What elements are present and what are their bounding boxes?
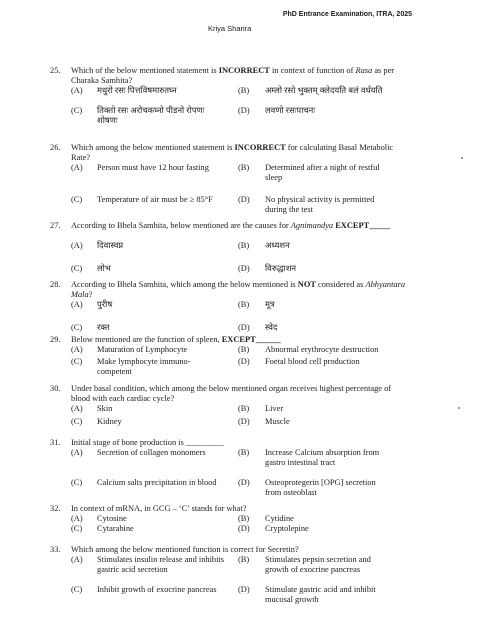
option-label: (A) (71, 514, 83, 523)
option-text: लवणो रसःपाचनः (265, 106, 316, 115)
option-text: Kidney (97, 417, 122, 426)
stem-segment: for calculating Basal Metabolic Rate? (71, 143, 394, 162)
scan-dot (458, 407, 460, 409)
scan-dot (461, 157, 463, 159)
stem-segment: Abhyantara Mala (71, 280, 406, 299)
option-text: पुरीष (97, 300, 113, 309)
stem-segment: In context of mRNA, in GCG – ‘C’ stands for what? (71, 504, 247, 513)
option-label: (D) (238, 524, 250, 533)
option-text: Cytidine (265, 514, 294, 523)
stem-segment: According to Bhela Samhita, which among the below mentioned is (71, 280, 298, 289)
option-text: No physical activity is permitted during the test (265, 195, 375, 214)
question-stem (71, 438, 411, 448)
option-text: दिवास्वप्न (97, 241, 124, 250)
option-label: (D) (238, 106, 250, 115)
stem-segment: Under basal condition, which among the below mentioned organ receives highest percentage of blood with each cardiac cycle? (71, 384, 392, 403)
option-text: स्वेद (265, 323, 278, 332)
question-number: 28. (50, 280, 61, 289)
option-text: Abnormal erythrocyte destruction (265, 345, 379, 354)
option-label: (C) (71, 478, 83, 487)
option-text: Determined after a night of restful sleep (265, 163, 380, 182)
stem-segment: According to Bhela Samhita, below mentioned are the causes for (71, 221, 291, 230)
option-text: Cryptolepine (265, 524, 309, 533)
stem-segment: EXCEPT_____ (335, 221, 391, 230)
option-label: (C) (71, 264, 83, 273)
question-stem (71, 280, 411, 300)
option-label: (C) (71, 524, 83, 533)
option-label: (A) (71, 300, 83, 309)
option-label: (B) (238, 448, 250, 457)
stem-segment: Initial stage of bone production is _________ (71, 438, 224, 447)
option-label: (A) (71, 448, 83, 457)
option-text: मूत्र (265, 300, 275, 309)
option-text: Liver (265, 404, 284, 413)
question-number: 32. (50, 504, 61, 513)
option-label: (A) (71, 555, 83, 564)
option-text: Stimulate gastric acid and inhibit mucosal growth (265, 585, 376, 604)
option-label: (D) (238, 417, 250, 426)
question-stem (71, 66, 411, 86)
question-stem (71, 335, 411, 345)
question-number: 31. (50, 438, 61, 447)
option-text: Increase Calcium absorption from gastro intestinal tract (265, 448, 380, 467)
option-label: (D) (238, 357, 250, 366)
option-text: रक्त (97, 323, 110, 332)
option-label: (C) (71, 417, 83, 426)
question-stem (71, 545, 411, 555)
option-text: Inhibit growth of exocrine pancreas (97, 585, 217, 594)
option-text: लोभ (97, 264, 111, 273)
option-label: (B) (238, 555, 250, 564)
option-label: (B) (238, 163, 250, 172)
stem-segment: EXCEPT______ (221, 335, 281, 344)
option-label: (A) (71, 241, 83, 250)
option-text: Person must have 12 hour fasting (97, 163, 209, 172)
option-text: तिक्तो रसः अरोचकघ्नो पीडनो रोपणः शोषणः (97, 106, 205, 125)
option-label: (D) (238, 323, 250, 332)
option-label: (B) (238, 345, 250, 354)
stem-segment: Which of the below mentioned statement is (71, 66, 219, 75)
option-label: (A) (71, 163, 83, 172)
stem-segment: Below mentioned are the function of spleen, (71, 335, 222, 344)
stem-segment: ? (88, 290, 93, 299)
question-number: 29. (50, 335, 61, 344)
option-label: (D) (238, 195, 250, 204)
option-label: (B) (238, 300, 250, 309)
stem-segment: INCORRECT (218, 66, 270, 75)
option-label: (A) (71, 345, 83, 354)
stem-segment: Which among the below mentioned function is correct for Secretin? (71, 545, 299, 554)
option-label: (C) (71, 357, 83, 366)
option-label: (C) (71, 585, 83, 594)
option-label: (C) (71, 195, 83, 204)
option-text: विरुद्धाशन (265, 264, 297, 273)
option-text: Temperature of air must be ≥ 85°F (97, 195, 213, 204)
option-label: (C) (71, 106, 83, 115)
option-text: Skin (97, 404, 113, 413)
stem-segment: in context of function of (269, 66, 356, 75)
question-stem (71, 504, 411, 514)
stem-segment: INCORRECT (234, 143, 286, 152)
option-text: Make lymphocyte immuno-competent (97, 357, 191, 376)
option-label: (D) (238, 478, 250, 487)
option-label: (B) (238, 514, 250, 523)
option-text: Stimulates insulin release and inhibits gastric acid secretion (97, 555, 225, 574)
question-number: 26. (50, 143, 61, 152)
option-text: Stimulates pepsin secretion and growth of exocrine pancreas (265, 555, 371, 574)
stem-segment: as per Charaka Samhita? (71, 66, 395, 85)
option-label: (B) (238, 404, 250, 413)
question-number: 30. (50, 384, 61, 393)
option-label: (A) (71, 404, 83, 413)
option-text: Foetal blood cell production (265, 357, 360, 366)
option-text: Cytosine (97, 514, 127, 523)
exam-title: PhD Entrance Examination, ITRA, 2025 (282, 11, 412, 18)
option-label: (D) (238, 585, 250, 594)
option-text: Osteoprotegerin [OPG] secretion from osteoblast (265, 478, 376, 497)
question-stem (71, 221, 411, 231)
stem-segment: NOT (297, 280, 316, 289)
option-text: मधुरो रसः पित्तविषमारुतघ्न (97, 86, 177, 95)
option-text: Muscle (265, 417, 290, 426)
question-number: 27. (50, 221, 61, 230)
stem-segment: Agnimandya (290, 221, 334, 230)
option-text: Calcium salts precipitation in blood (97, 478, 217, 487)
stem-segment: Rasa (355, 66, 373, 75)
option-label: (A) (71, 86, 83, 95)
question-stem (71, 384, 411, 404)
option-label: (D) (238, 264, 250, 273)
option-text: अध्यशन (265, 241, 290, 250)
option-label: (B) (238, 241, 250, 250)
option-text: Maturation of Lymphocyte (97, 345, 188, 354)
option-text: Cytarabine (97, 524, 134, 533)
subject-name: Kriya Sharira (208, 24, 252, 33)
question-number: 25. (50, 66, 61, 75)
stem-segment: Which among the below mentioned statement is (71, 143, 235, 152)
stem-segment: considered as (315, 280, 366, 289)
question-number: 33. (50, 545, 61, 554)
option-label: (C) (71, 323, 83, 332)
question-stem (71, 143, 411, 163)
option-text: Secretion of collagen monomers (97, 448, 206, 457)
option-text: अम्लो रसो भुक्तम् क्लेदयति बलं वर्धयति (265, 86, 383, 95)
option-label: (B) (238, 86, 250, 95)
